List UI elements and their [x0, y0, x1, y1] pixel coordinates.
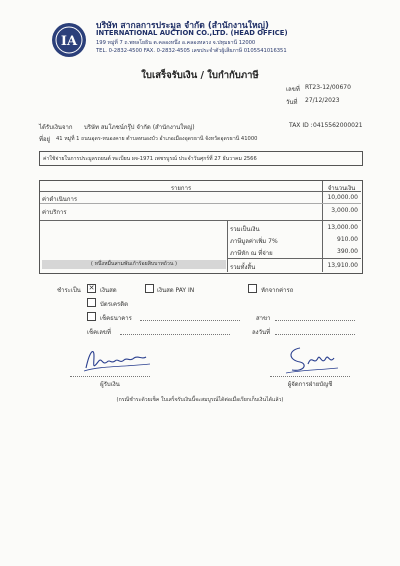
credit-card-label: บัตรเครดิต [100, 301, 129, 308]
document-title: ใบเสร็จรับเงิน / ใบกำกับภาษี [141, 70, 259, 81]
cheque-date-label: ลงวันที่ [252, 329, 271, 336]
deduct-label: หักจากค่ารถ [261, 287, 294, 294]
svg-text:IA: IA [60, 34, 78, 49]
vat-label: ภาษีมูลค่าเพิ่ม 7% [230, 238, 278, 245]
doc-date-label: วันที่ [286, 99, 298, 106]
company-name-th: บริษัท สากลการประมูล จำกัด (สำนักงานใหญ่) [96, 21, 269, 31]
company-contact: TEL. 0-2832-4500 FAX. 0-2832-4505 เลขประจำตัวผู้เสียภาษี 0105541016351 [96, 48, 287, 54]
wht-label: ภาษีหัก ณ ที่จ่าย [230, 250, 273, 257]
cash-label: เงินสด [100, 287, 117, 294]
received-from-label: ได้รับเงินจาก [39, 124, 73, 131]
customer-address: 41 หมู่ที่ 1 ถนนอุดร-หนองคาย ตำบลหนองบัว อำเภอเมืองอุดรธานี จังหวัดอุดรธานี 41000 [56, 136, 258, 142]
amount-in-words: ( หนึ่งหมื่นสามพันเก้าร้อยสิบบาทถ้วน ) [42, 260, 226, 269]
doc-date: 27/12/2023 [305, 97, 340, 104]
cheque-no-label: เช็คเลขที่ [87, 329, 111, 336]
wht-amount: 390.00 [337, 248, 358, 255]
row-2-item: ค่าบริการ [42, 209, 67, 216]
manager-signature [278, 340, 348, 376]
deduct-checkbox[interactable] [248, 284, 257, 293]
note-text: ค่าใช้จ่ายในการประมูลรถยนต์ ทะเบียน ผจ-1971 เพชรบูรณ์ ประจำวันศุกร์ที่ 27 ธันวาคม 2566 [43, 156, 257, 162]
receiver-label: ผู้รับเงิน [100, 381, 120, 388]
grand-total-amount: 13,910.00 [327, 262, 358, 269]
cheque-bank-label: เช็คธนาคาร [100, 315, 132, 322]
vat-amount: 910.00 [337, 236, 358, 243]
tax-id-label: TAX ID : [289, 122, 313, 129]
manager-label: ผู้จัดการฝ่ายบัญชี [287, 381, 333, 388]
address-label: ที่อยู่ [39, 136, 51, 143]
company-logo [51, 22, 87, 58]
receiver-signature [80, 340, 160, 376]
grand-total-label: รวมทั้งสิ้น [230, 264, 256, 271]
cash-checkbox[interactable]: ✕ [88, 284, 95, 292]
customer-name: บริษัท สมโภชน์กรุ๊ป จำกัด (สำนักงานใหญ่) [84, 124, 195, 131]
branch-label: สาขา [256, 315, 271, 322]
subtotal-label: รวมเป็นเงิน [230, 226, 260, 233]
company-name-en: INTERNATIONAL AUCTION CO.,LTD. (HEAD OFFICE) [96, 29, 288, 37]
doc-number: RT23-12/00670 [305, 84, 351, 91]
footer-note: (กรณีชำระด้วยเช็ค ใบเสร็จรับเงินนี้จะสมบูรณ์ได้ต่อเมื่อเรียกเก็บเงินได้แล้ว) [116, 397, 284, 403]
row-2-amount: 3,000.00 [331, 207, 358, 214]
company-address: 199 หมู่ที่ 7 ถ.พหลโยธิน ต.คลองหนึ่ง อ.คลองหลวง จ.ปทุมธานี 12000 [96, 40, 256, 46]
row-1-amount: 10,000.00 [327, 194, 358, 201]
col-item-header: รายการ [170, 185, 192, 192]
row-1-item: ค่าดำเนินการ [42, 196, 78, 203]
payin-label: เงินสด PAY IN [157, 287, 195, 294]
tax-id: 0415562000021 [313, 122, 363, 129]
cheque-checkbox[interactable] [87, 312, 96, 321]
payin-checkbox[interactable] [145, 284, 154, 293]
paid-by-label: ชำระเป็น [57, 287, 81, 294]
doc-number-label: เลขที่ [286, 86, 300, 93]
subtotal-amount: 13,000.00 [327, 224, 358, 231]
col-amount-header: จำนวนเงิน [327, 185, 356, 192]
credit-card-checkbox[interactable] [87, 298, 96, 307]
